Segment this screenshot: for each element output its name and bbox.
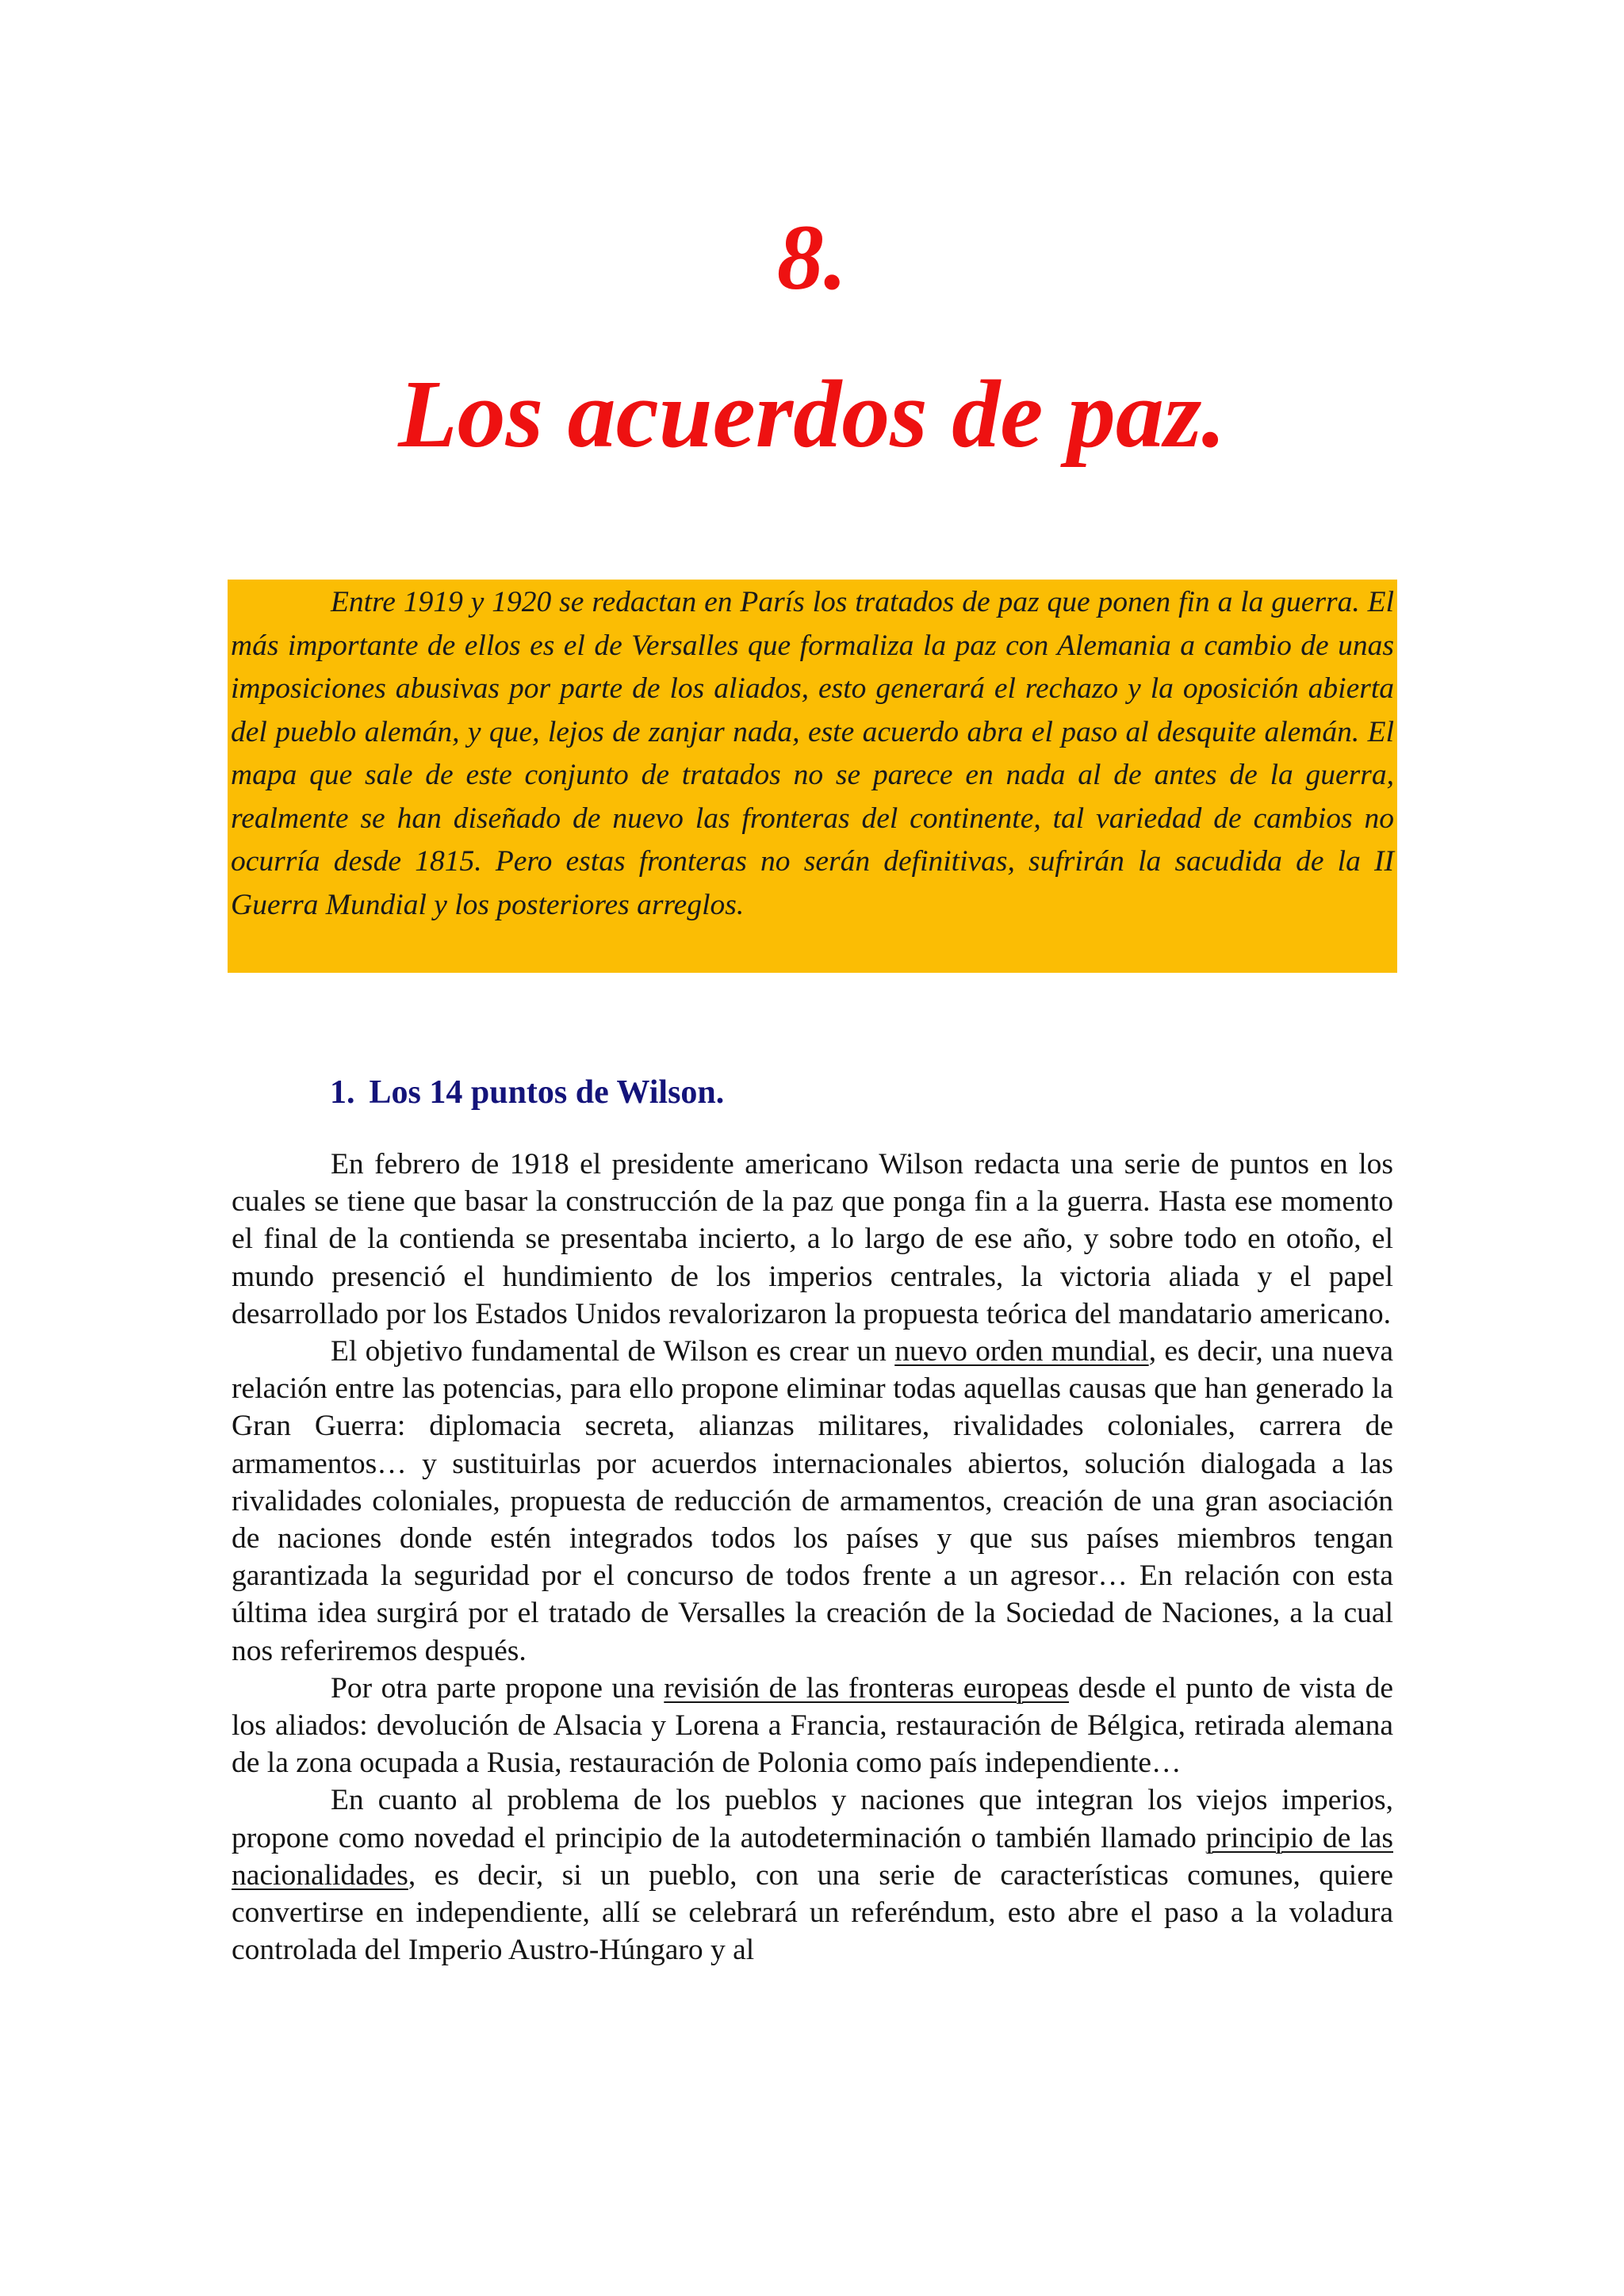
paragraph-2-end: , es decir, una nueva relación entre las potencias, para ello propone eliminar todas aquellas causas que han generado la Gran Guerra: diplomacia secreta, alianzas militares, rivalidades coloniales, carrera de armamentos… y sustituirlas por acuerdos internacionales abiertos, solución dialogada a las rivalidades coloniales, propuesta de reducción de armamentos, creación de una gran asociación de naciones donde estén integrados todos los países y que sus países miembros tengan garantizada la seguridad por el concurso de todos frente a un agresor… En relación con esta última idea surgirá por el tratado de Versalles la creación de la Sociedad de Naciones, a la cual nos referiremos después. — [232, 1335, 1393, 1667]
underlined-term-principio-nacionalidades: principio de las nacionalidades — [232, 1821, 1393, 1892]
paragraph-4-start: En cuanto al problema de los pueblos y naciones que integran los viejos imperios, propone como novedad el principio de la autodeterminación o también llamado — [232, 1784, 1393, 1854]
paragraph-3 — [232, 1670, 1393, 1782]
paragraph-4-end: , es decir, si un pueblo, con una serie de características comunes, quiere convertirse en independiente, allí se celebrará un referéndum, esto abre el paso a la voladura controlada del Imperio Austro-Húngaro y al — [232, 1858, 1393, 1967]
underlined-term-nuevo-orden-mundial: nuevo orden mundial — [894, 1335, 1149, 1368]
intro-summary-box — [228, 580, 1397, 973]
section-title: Los 14 puntos de Wilson. — [369, 1074, 725, 1111]
chapter-number: 8. — [776, 205, 848, 309]
paragraph-2 — [232, 1333, 1393, 1670]
intro-summary-text: Entre 1919 y 1920 se redactan en París los tratados de paz que ponen fin a la guerra. El más importante de ellos es el de Versalles que formaliza la paz con Alemania a cambio de unas imposiciones abusivas por parte de los aliados, esto generará el rechazo y la oposición abierta del pueblo alemán, y que, lejos de zanjar nada, este acuerdo abra el paso al desquite alemán. El mapa que sale de este conjunto de tratados no se parece en nada al de antes de la guerra, realmente se han diseñado de nuevo las fronteras del continente, tal variedad de cambios no ocurría desde 1815. Pero estas fronteras no serán definitivas, sufrirán la sacudida de la II Guerra Mundial y los posteriores arreglos. — [231, 586, 1394, 921]
section-heading — [330, 1070, 724, 1115]
underlined-term-revision-fronteras: revisión de las fronteras europeas — [664, 1671, 1070, 1705]
body-text — [232, 1146, 1393, 1969]
paragraph-2-start: El objetivo fundamental de Wilson es crear un — [331, 1335, 895, 1368]
paragraph-3-end: desde el punto de vista de los aliados: devolución de Alsacia y Lorena a Francia, restauración de Bélgica, retirada alemana de la zona ocupada a Rusia, restauración de Polonia como país independiente… — [232, 1671, 1393, 1780]
paragraph-4 — [232, 1781, 1393, 1969]
chapter-title: Los acuerdos de paz. — [398, 361, 1226, 468]
paragraph-3-start: Por otra parte propone una — [331, 1671, 665, 1705]
section-number: 1. — [330, 1074, 355, 1111]
paragraph-1: En febrero de 1918 el presidente americano Wilson redacta una serie de puntos en los cuales se tiene que basar la construcción de la paz que ponga fin a la guerra. Hasta ese momento el final de la contienda se presentaba incierto, a lo largo de ese año, y sobre todo en otoño, el mundo presenció el hundimiento de los imperios centrales, la victoria aliada y el papel desarrollado por los Estados Unidos revalorizaron la propuesta teórica del mandatario americano. — [232, 1148, 1393, 1330]
